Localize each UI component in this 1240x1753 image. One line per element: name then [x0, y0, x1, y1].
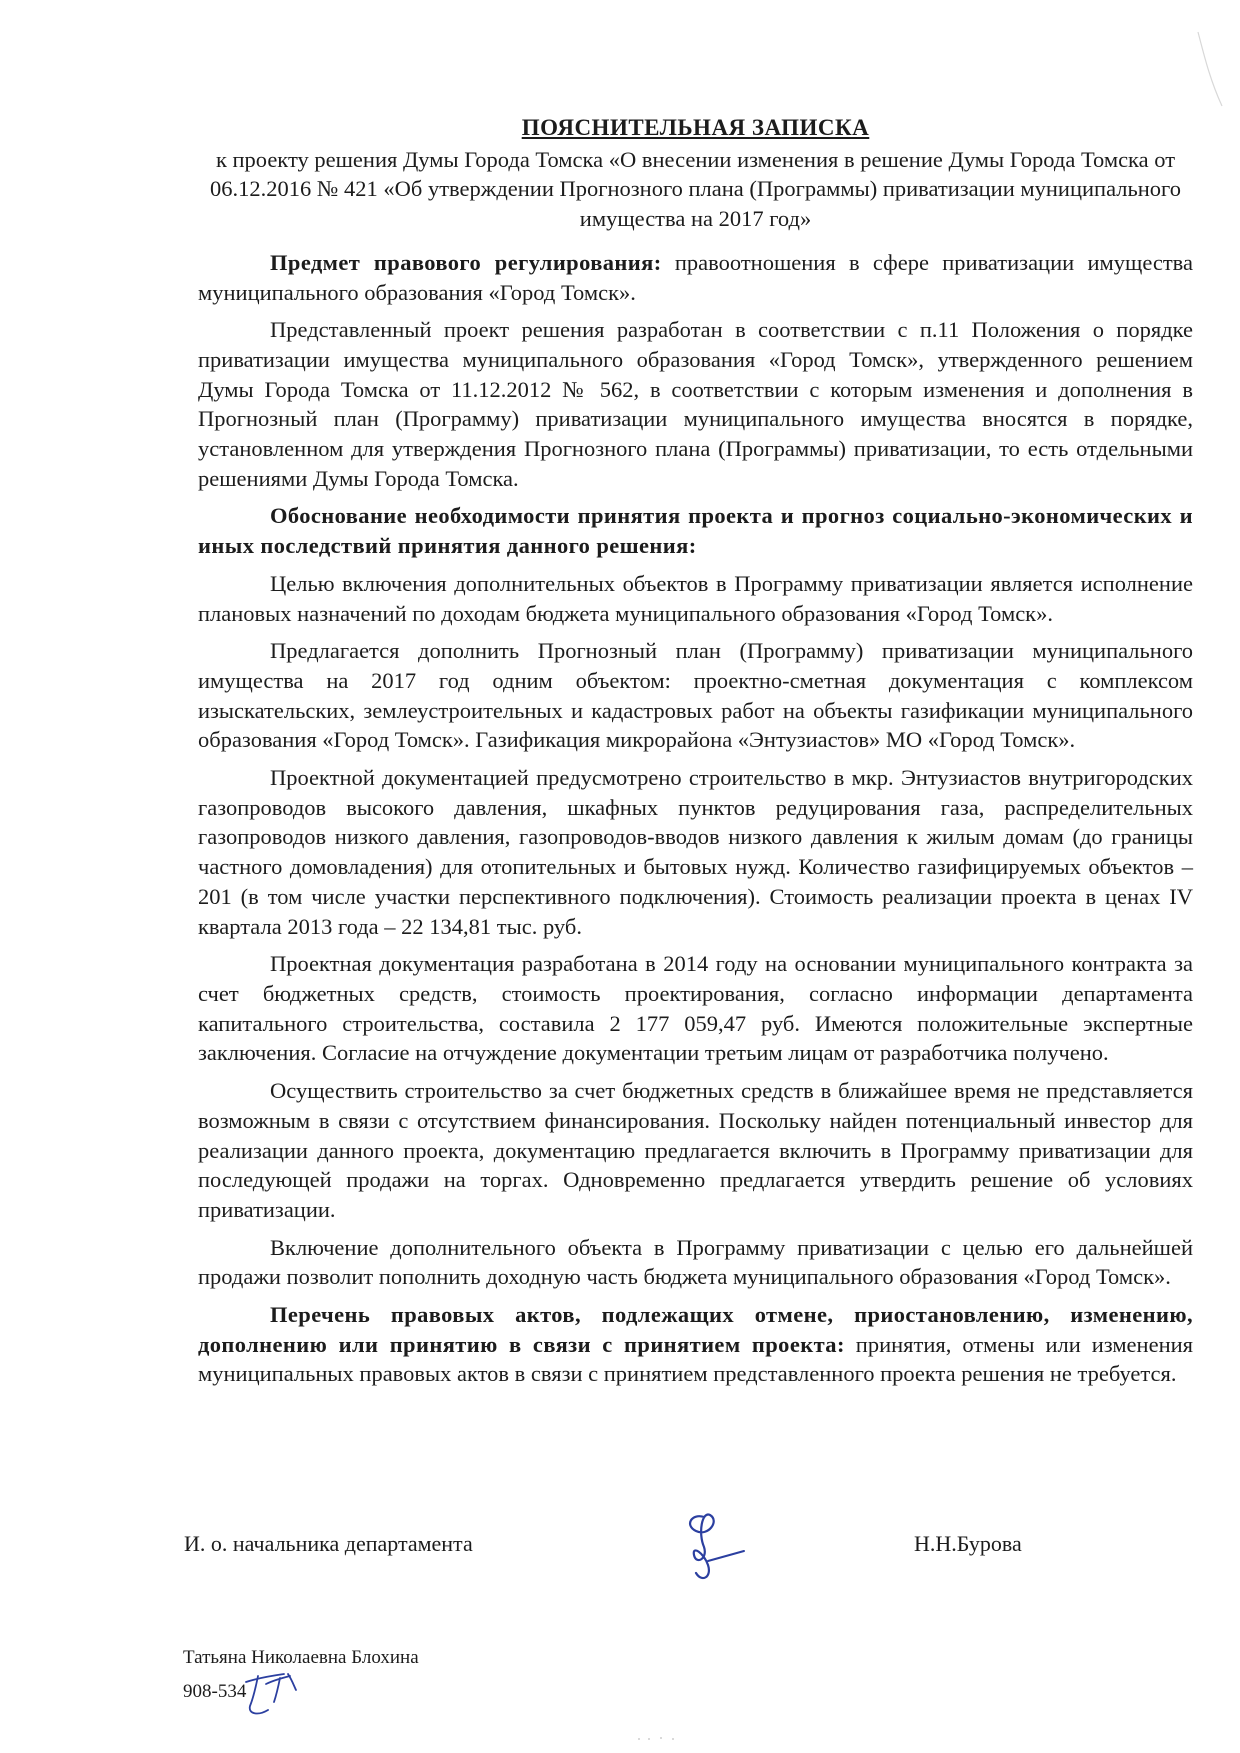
paragraph-subject — [198, 248, 1193, 307]
signer-position: И. о. начальника департамента — [184, 1531, 473, 1556]
paragraph-goal: Целью включения дополнительных объектов в Программу приватизации является исполнение плановых назначений по доходам бюджета муниципального образования «Город Томск». — [198, 570, 1193, 626]
document-title: ПОЯСНИТЕЛЬНАЯ ЗАПИСКА — [521, 115, 870, 140]
signer-name: Н.Н.Бурова — [914, 1531, 1022, 1556]
executor-phone-row — [183, 1670, 419, 1704]
paragraph-basis: Представленный проект решения разработан в соответствии с п.11 Положения о порядке приватизации имущества муниципального образования «Город Томск», утвержденного решением Думы Города Томска от 11.12.2012 № 562, в соответствии с которым изменения и дополнения в Прогнозный план (Программу) приватизации муниципального имущества вносятся в порядке, установленном для утверждения Прогнозного плана (Программы) приватизации, то есть отдельными решениями Думы Города Томска. — [198, 317, 1193, 491]
executor-initials-signature — [244, 1670, 304, 1718]
paragraph-inclusion: Включение дополнительного объекта в Программу приватизации с целью его дальнейшей продажи позволит пополнить доходную часть бюджета муниципального образования «Город Томск». — [198, 1234, 1193, 1290]
scan-mark-corner — [1196, 30, 1226, 110]
legal-acts-heading: Перечень правовых актов, подлежащих отмене, приостановлению, изменению, дополнению или принятию в связи с принятием проекта: — [198, 1302, 1193, 1357]
paragraph-justification-heading — [198, 501, 1193, 560]
paragraph-project-docs: Проектной документацией предусмотрено строительство в мкр. Энтузиастов внутригородских газопроводов высокого давления, шкафных пунктов редуцирования газа, распределительных газопроводов низкого давления, газопроводов-вводов низкого давления к жилым домам (до границы частного домовладения) для отопительных и бытовых нужд. Количество газифицируемых объектов – 201 (в том числе участки перспективного подключения). Стоимость реализации проекта в ценах IV квартала 2013 года – 22 134,81 тыс. руб. — [198, 765, 1193, 939]
executor-name: Татьяна Николаевна Блохина — [183, 1647, 419, 1668]
executor-phone: 908-534 — [183, 1681, 247, 1702]
scan-dots-bottom — [635, 1735, 685, 1743]
executor-block — [183, 1645, 419, 1704]
justification-heading: Обоснование необходимости принятия проекта и прогноз социально-экономических и иных последствий принятия данного решения: — [198, 503, 1193, 559]
paragraph-funding: Осуществить строительство за счет бюджетных средств в ближайшее время не представляется возможным в связи с отсутствием финансирования. Поскольку найден потенциальный инвестор для реализации данного проекта, документацию предлагается включить в Программу приватизации для последующей продажи на торгах. Одновременно предлагается утвердить решение об условиях приватизации. — [198, 1078, 1193, 1222]
paragraph-legal-acts — [198, 1300, 1193, 1389]
document-body — [198, 113, 1193, 1397]
signature-block — [184, 1531, 1064, 1611]
subject-heading: Предмет правового регулирования: — [270, 249, 662, 275]
subject-text: правоотношения в сфере приватизации имущества муниципального образования «Город Томск». — [198, 249, 1193, 305]
document-subtitle: к проекту решения Думы Города Томска «О внесении изменения в решение Думы Города Томска от 06.12.2016 № 421 «Об утверждении Прогнозного плана (Программы) приватизации муниципального имущества на 2017 год» — [210, 146, 1181, 232]
handwritten-signature — [674, 1503, 764, 1593]
legal-acts-text: принятия, отмены или изменения муниципальных правовых актов в связи с принятием представленного проекта решения не требуется. — [198, 1331, 1194, 1387]
paragraph-proposal: Предлагается дополнить Прогнозный план (Программу) приватизации муниципального имущества на 2017 год одним объектом: проектно-сметная документация с комплексом изыскательских, землеустроительных и кадастровых работ на объекты газификации муниципального образования «Город Томск». Газификация микрорайона «Энтузиастов» МО «Город Томск». — [198, 638, 1193, 753]
paragraph-cost: Проектная документация разработана в 2014 году на основании муниципального контракта за счет бюджетных средств, стоимость проектирования, согласно информации департамента капитального строительства, составила 2 177 059,47 руб. Имеются положительные экспертные заключения. Согласие на отчуждение документации третьим лицам от разработчика получено. — [198, 951, 1193, 1066]
